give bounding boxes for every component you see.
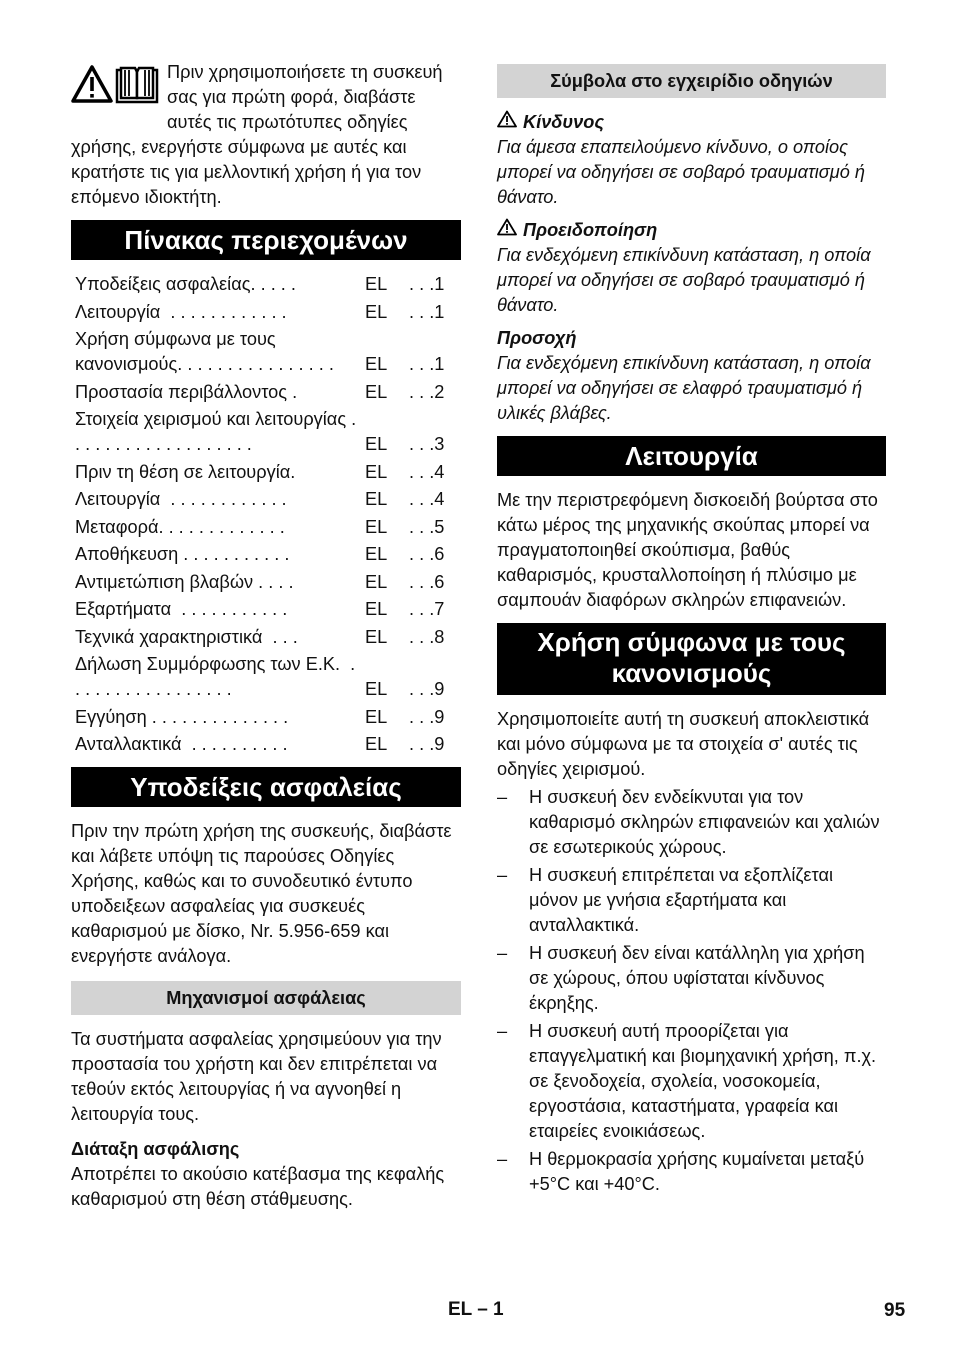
intended-use-text: Χρησιμοποιείτε αυτή τη συσκευή αποκλειστικά και μόνο σύμφωνα με τα στοιχεία σ' αυτές τις οδηγίες χειρισμού. xyxy=(497,709,870,779)
dash-bullet: – xyxy=(497,1021,508,1041)
list-item xyxy=(497,1147,886,1197)
list-item-text: Η συσκευή επιτρέπεται να εξοπλίζεται μόνον με γνήσια εξαρτήματα και ανταλλακτικά. xyxy=(529,865,834,935)
toc-row[interactable] xyxy=(75,597,461,622)
warning-triangle-icon xyxy=(71,64,113,104)
toc-page: . . .6 xyxy=(409,571,445,592)
footer-section-page: EL – 1 xyxy=(448,1299,504,1320)
safety-heading: Υποδείξεις ασφαλείας xyxy=(71,767,461,807)
footer-page-number: 95 xyxy=(884,1300,906,1321)
toc-page: . . .3 xyxy=(409,434,445,454)
toc-title: Λειτουργία . . . . . . . . . . . . xyxy=(75,301,287,322)
intended-use-heading-line1: Χρήση σύμφωνα με τους xyxy=(537,627,846,657)
list-item-text: Η συσκευή αυτή προορίζεται για επαγγελματική και βιομηχανική χρήση, π.χ. σε ξενοδοχεία, σχολεία, νοσοκομεία, εργοστάσια, καταστήματα, γραφεία και εταιρείες ενοικιάσεως. xyxy=(529,1021,877,1141)
dash-bullet: – xyxy=(497,943,508,963)
toc-lang: EL xyxy=(365,354,388,374)
toc-title: Αντιμετώπιση βλαβών . . . . xyxy=(75,571,294,592)
toc-title: Λειτουργία . . . . . . . . . . . . xyxy=(75,489,287,509)
toc-page: . . .9 xyxy=(409,734,445,754)
toc-lang: EL xyxy=(365,461,388,482)
warning-label: Προειδοποίηση xyxy=(523,220,658,240)
toc-lang: EL xyxy=(365,301,388,322)
list-item xyxy=(497,785,886,860)
toc-row[interactable] xyxy=(75,705,461,730)
operation-text: Με την περιστρεφόμενη δισκοειδή βούρτσα στο κάτω μέρος της μηχανικής σκούπας μπορεί να πραγματοποιηθεί σκούπισμα, βαθύς καθαρισμός, κρυσταλλοποίηση ή πλύσιμο με σαμπουάν διαφόρων σκληρών επιφανειών. xyxy=(497,490,878,610)
toc-lang: EL xyxy=(365,679,388,699)
toc-title: Τεχνικά χαρακτηριστικά . . . xyxy=(75,626,298,647)
toc-lang: EL xyxy=(365,381,388,402)
caution-text: Για ενδεχόμενη επικίνδυνη κατάσταση, η οποία μπορεί να οδηγήσει σε ελαφρό τραυματισμό ή υλικές βλάβες. xyxy=(497,353,871,423)
table-of-contents xyxy=(75,272,461,757)
toc-title: Ανταλλακτικά . . . . . . . . . . xyxy=(75,734,288,754)
toc-title: Εγγύηση . . . . . . . . . . . . . . xyxy=(75,706,289,727)
list-item-text: Η συσκευή δεν είναι κατάλληλη για χρήση σε χώρους, όπου υφίσταται κίνδυνος έκρηξης. xyxy=(529,943,865,1013)
toc-row[interactable] xyxy=(75,652,461,702)
toc-row[interactable] xyxy=(75,515,461,540)
toc-row[interactable] xyxy=(75,407,461,457)
toc-page: . . .9 xyxy=(409,679,445,699)
toc-page: . . .9 xyxy=(409,706,445,727)
toc-title: Μεταφορά. . . . . . . . . . . . . xyxy=(75,516,285,537)
toc-title: Εξαρτήματα . . . . . . . . . . . xyxy=(75,599,288,619)
symbols-heading: Σύμβολα στο εγχειρίδιο οδηγιών xyxy=(497,64,886,98)
dash-bullet: – xyxy=(497,1149,508,1169)
toc-page: . . .4 xyxy=(409,489,445,509)
right-column xyxy=(497,60,886,1200)
intended-use-heading-line2: κανονισμούς xyxy=(611,658,772,688)
toc-page: . . .5 xyxy=(409,516,445,537)
danger-text: Για άμεσα επαπειλούμενο κίνδυνο, ο οποίος μπορεί να οδηγήσει σε σοβαρό τραυματισμό ή θάνατο. xyxy=(497,137,866,207)
toc-lang: EL xyxy=(365,434,388,454)
warning-triangle-icon xyxy=(497,110,517,135)
toc-title: Πριν τη θέση σε λειτουργία. xyxy=(75,461,296,482)
intended-use-heading xyxy=(497,623,886,695)
toc-row[interactable] xyxy=(75,380,461,405)
warning-triangle-icon xyxy=(497,218,517,243)
toc-page: . . .4 xyxy=(409,461,445,482)
toc-lang: EL xyxy=(365,274,388,294)
lock-heading: Διάταξη ασφάλισης xyxy=(71,1139,240,1159)
toc-row[interactable] xyxy=(75,460,461,485)
toc-lang: EL xyxy=(365,571,388,592)
toc-row[interactable] xyxy=(75,300,461,325)
toc-title: Στοιχεία χειρισμού και λειτουργίας . . . . . . . . . . . . . . . . . . . xyxy=(75,409,362,454)
safety-text: Πριν την πρώτη χρήση της συσκευής, διαβάστε και λάβετε υπόψη τις παρούσες Οδηγίες Χρήσης, καθώς και το συνοδευτικό έντυπο υποδειξεων ασφαλείας για συσκευές καθαρισμού με δίσκο, Nr. 5.956-659 και ενεργήστε ανάλογα. xyxy=(71,821,452,966)
toc-row[interactable] xyxy=(75,570,461,595)
dash-bullet: – xyxy=(497,865,508,885)
toc-lang: EL xyxy=(365,734,388,754)
toc-title: Δήλωση Συμμόρφωσης των Ε.Κ. . . . . . . . . . . . . . . . . . xyxy=(75,654,361,699)
toc-page: . . .1 xyxy=(409,301,445,322)
toc-row[interactable] xyxy=(75,327,461,377)
left-column xyxy=(71,60,461,1212)
intended-use-list xyxy=(497,785,886,1197)
caution-label: Προσοχή xyxy=(497,328,577,348)
list-item xyxy=(497,941,886,1016)
toc-row[interactable] xyxy=(75,272,461,297)
toc-lang: EL xyxy=(365,516,388,537)
intro-text: Πριν χρησιμοποιήσετε τη συσκευή σας για πρώτη φορά, διαβάστε αυτές τις πρωτότυπες οδηγίες χρήσης, ενεργήστε σύμφωνα με αυτές και κρατήστε τις για μελλοντική χρήση ή για τον επόμενο ιδιοκτήτη. xyxy=(71,62,443,207)
danger-label: Κίνδυνος xyxy=(523,112,605,132)
toc-page: . . .1 xyxy=(409,354,445,374)
safety-mechanisms-heading: Μηχανισμοί ασφάλειας xyxy=(71,981,461,1015)
list-item xyxy=(497,863,886,938)
toc-title: Αποθήκευση . . . . . . . . . . . xyxy=(75,544,290,564)
intro-icons xyxy=(71,64,161,116)
toc-lang: EL xyxy=(365,599,388,619)
warning-text: Για ενδεχόμενη επικίνδυνη κατάσταση, η οποία μπορεί να οδηγήσει σε σοβαρό τραυματισμό ή θάνατο. xyxy=(497,245,871,315)
list-item-text: Η συσκευή δεν ενδείκνυται για τον καθαρισμό σκληρών επιφανειών και χαλιών σε εσωτερικούς χώρους. xyxy=(529,787,880,857)
warning-heading xyxy=(497,218,886,243)
list-item xyxy=(497,1019,886,1144)
toc-row[interactable] xyxy=(75,487,461,512)
danger-heading xyxy=(497,110,886,135)
toc-row[interactable] xyxy=(75,625,461,650)
toc-page: . . .1 xyxy=(409,274,445,294)
toc-lang: EL xyxy=(365,626,388,647)
list-item-text: Η θερμοκρασία χρήσης κυμαίνεται μεταξύ +5°C και +40°C. xyxy=(529,1149,865,1194)
toc-lang: EL xyxy=(365,706,388,727)
toc-heading: Πίνακας περιεχομένων xyxy=(71,220,461,260)
toc-page: . . .8 xyxy=(409,626,445,647)
toc-lang: EL xyxy=(365,489,388,509)
toc-title: Χρήση σύμφωνα με τους κανονισμούς. . . . . . . . . . . . . . . . xyxy=(75,329,334,374)
toc-row[interactable] xyxy=(75,542,461,567)
safety-mechanisms-text: Τα συστήματα ασφαλείας χρησιμεύουν για την προστασία του χρήστη και δεν επιτρέπεται να τεθούν εκτός λειτουργίας ή να αγνοηθεί η λειτουργία τους. xyxy=(71,1029,442,1124)
lock-text: Αποτρέπει το ακούσιο κατέβασμα της κεφαλής καθαρισμού στη θέση στάθμευσης. xyxy=(71,1164,445,1209)
toc-row[interactable] xyxy=(75,732,461,757)
toc-title: Υποδείξεις ασφαλείας. . . . . xyxy=(75,274,296,294)
operation-heading: Λειτουργία xyxy=(497,436,886,476)
toc-lang: EL xyxy=(365,544,388,564)
toc-page: . . .2 xyxy=(409,381,445,402)
toc-title: Προστασία περιβάλλοντος . xyxy=(75,381,298,402)
toc-page: . . .7 xyxy=(409,599,445,619)
manual-book-icon xyxy=(115,64,159,104)
toc-page: . . .6 xyxy=(409,544,445,564)
intro-block xyxy=(71,60,461,210)
dash-bullet: – xyxy=(497,787,508,807)
